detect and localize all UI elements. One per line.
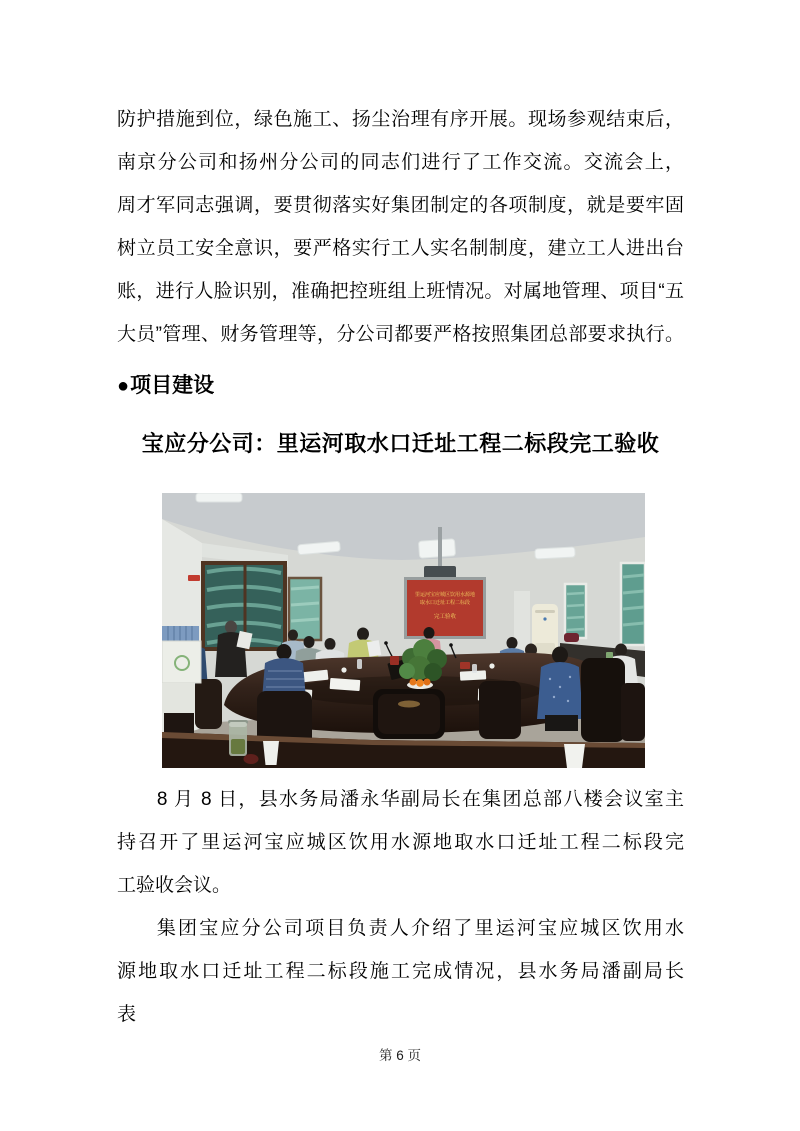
meeting-photo-svg — [162, 493, 645, 768]
screen-text-line: 完工验收 — [433, 614, 457, 620]
bag — [564, 633, 579, 642]
body-paragraph-1 — [117, 98, 684, 356]
tea-glass — [228, 720, 248, 756]
page-number: 第 6 页 — [378, 1048, 421, 1063]
text-line: 工验收会议。 — [117, 875, 232, 896]
meeting-photo — [162, 493, 645, 768]
body-paragraph-2 — [117, 778, 684, 907]
text-line: 表 — [117, 1004, 137, 1025]
page-content — [117, 0, 684, 1036]
text-line: 8 月 8 日，县水务局潘永华副局长在集团总部八楼会议室主 — [156, 789, 684, 810]
text-line: 南京分公司和扬州分公司的同志们进行了工作交流。交流会上， — [117, 152, 684, 173]
section-heading — [117, 364, 684, 407]
screen-text-line: 里运河宝应城区饮用水源地 — [414, 592, 476, 598]
screen-text-line: 取水口迁址工程二标段 — [419, 600, 471, 606]
paper-cup-right — [564, 744, 585, 768]
text-line: 树立员工安全意识，要严格实行工人实名制制度，建立工人进出台 — [117, 238, 684, 259]
bottle-cap — [244, 754, 259, 764]
text-line: 防护措施到位，绿色施工、扬尘治理有序开展。现场参观结束后， — [117, 109, 684, 130]
paper-cup-left — [263, 741, 279, 765]
fruit-plate — [407, 679, 433, 690]
projector-screen — [404, 577, 486, 639]
text-line: 集团宝应分公司项目负责人介绍了里运河宝应城区饮用水 — [156, 918, 684, 939]
body-paragraph-3 — [117, 907, 684, 1036]
text-line: 持召开了里运河宝应城区饮用水源地取水口迁址工程二标段完 — [117, 832, 684, 853]
text-line: 账，进行人脸识别，准确把控班组上班情况。对属地管理、项目“五 — [117, 281, 684, 302]
text-line: 源地取水口迁址工程二标段施工完成情况，县水务局潘副局长 — [117, 961, 684, 982]
text-line: 周才军同志强调，要贯彻落实好集团制定的各项制度，就是要牢固 — [117, 195, 684, 216]
article-headline: 宝应分公司：里运河取水口迁址工程二标段完工验收 — [141, 431, 660, 456]
text-line: 大员”管理、财务管理等，分公司都要严格按照集团总部要求执行。 — [117, 324, 684, 345]
section-title: 项目建设 — [130, 374, 215, 397]
bullet-icon: ● — [117, 375, 130, 397]
wall-logo — [188, 575, 200, 581]
